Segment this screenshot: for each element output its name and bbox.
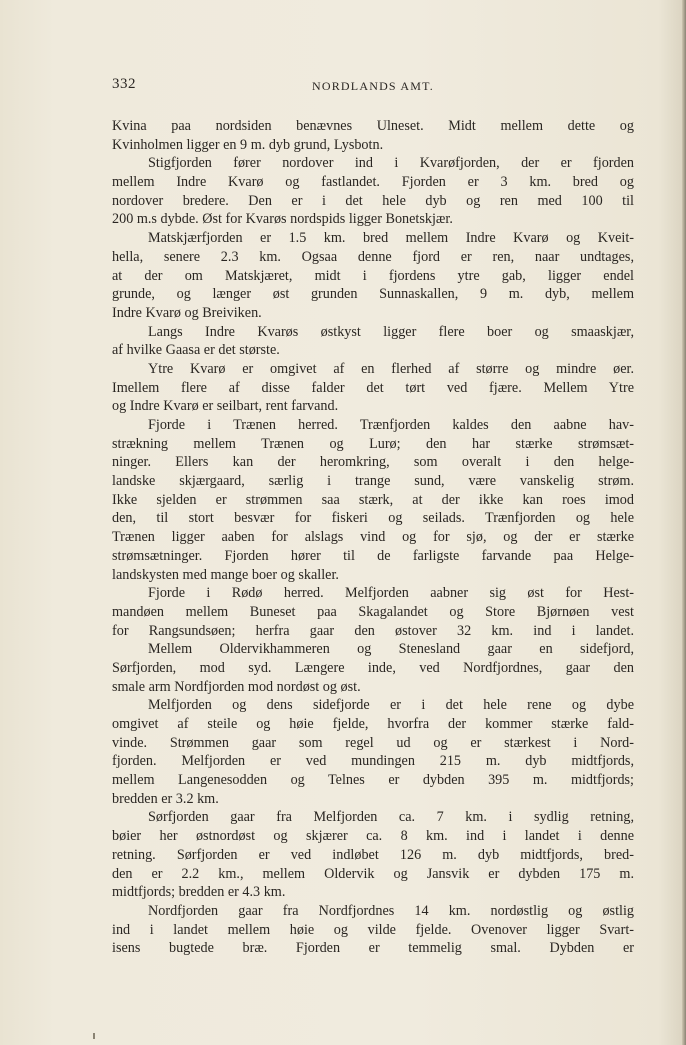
text-line: omgivet af steile og høie fjelde, hvorfra der kommer stærke fald-: [112, 716, 634, 732]
text-line: retning. Sørfjorden er ved indløbet 126 m. dyb midtfjords, bred-: [112, 846, 634, 863]
page-header: [112, 76, 632, 98]
text-line: Imellem flere af disse falder det tørt ved fjære. Mellem Ytre: [112, 379, 634, 396]
text-line: Ytre Kvarø er omgivet af en flerhed af større og mindre øer.: [148, 360, 634, 377]
text-line: af hvilke Gaasa er det største.: [112, 342, 280, 359]
text-line: landske skjærgaard, særlig i trange sund, være vanskelig strøm.: [112, 473, 634, 490]
text-line: smale arm Nordfjorden mod nordøst og øst.: [112, 678, 361, 695]
text-line: Kvina paa nordsiden benævnes Ulneset. Midt mellem dette og: [112, 118, 634, 134]
running-title: NORDLANDS AMT.: [312, 79, 434, 93]
text-line: strømsætninger. Fjorden hører til de farligste farvande paa Helge-: [112, 547, 634, 564]
text-line: grunde, og længer øst grunden Sunnaskallen, 9 m. dyb, mellem: [112, 286, 634, 303]
text-line: Stigfjorden fører nordover ind i Kvarøfjorden, der er fjorden: [148, 155, 634, 172]
text-line: for Rangsundsøen; herfra gaar den østover 32 km. ind i landet.: [112, 622, 634, 639]
page-edge: [682, 0, 686, 1045]
text-line: Langs Indre Kvarøs østkyst ligger flere boer og smaaskjær,: [148, 323, 634, 340]
text-line: mandøen mellem Buneset paa Skagalandet og Store Bjørnøen vest: [112, 603, 634, 620]
text-line: Sørfjorden, mod syd. Længere inde, ved Nordfjordnes, gaar den: [112, 659, 634, 676]
text-line: ind i landet mellem høie og vilde fjelde. Ovenover ligger Svart-: [112, 921, 634, 938]
text-line: ninger. Ellers kan der heromkring, som overalt i den helge-: [112, 454, 634, 471]
text-line: mellem Indre Kvarø og fastlandet. Fjorden er 3 km. bred og: [112, 174, 634, 191]
text-line: isens bugtede bræ. Fjorden er temmelig smal. Dybden er: [112, 940, 634, 957]
text-line: midtfjords; bredden er 4.3 km.: [112, 884, 286, 901]
text-line: den, til stort besvær for fiskeri og seilads. Trænfjorden og hele: [112, 510, 634, 527]
text-line: 200 m.s dybde. Øst for Kvarøs nordspids ligger Bonetskjær.: [112, 211, 453, 228]
text-line: Kvinholmen ligger en 9 m. dyb grund, Lysbotn.: [112, 136, 384, 153]
text-line: Fjorde i Rødø herred. Melfjorden aabner sig øst for Hest-: [148, 585, 634, 602]
text-line: Sørfjorden gaar fra Melfjorden ca. 7 km. i sydlig retning,: [148, 809, 634, 826]
text-line: vinde. Strømmen gaar som regel ud og er stærkest i Nord-: [112, 734, 634, 751]
text-line: bøier her østnordøst og skjærer ca. 8 km. ind i landet i denne: [112, 828, 634, 845]
text-line: landskysten med mange boer og skaller.: [112, 566, 339, 583]
text-line: Nordfjorden gaar fra Nordfjordnes 14 km. nordøstlig og østlig: [148, 902, 634, 919]
text-line: Ikke sjelden er strømmen saa stærk, at der ikke kan roes imod: [112, 491, 634, 508]
text-line: Indre Kvarø og Breiviken.: [112, 304, 262, 321]
text-line: og Indre Kvarø er seilbart, rent farvand.: [112, 398, 339, 415]
text-line: bredden er 3.2 km.: [112, 790, 219, 807]
text-line: Mellem Oldervikhammeren og Stenesland gaar en sidefjord,: [148, 641, 634, 658]
text-line: mellem Langenesodden og Telnes er dybden 395 m. midtfjords;: [112, 772, 634, 789]
text-line: hella, senere 2.3 km. Ogsaa denne fjord er ren, naar undtages,: [112, 248, 634, 265]
text-line: Matskjærfjorden er 1.5 km. bred mellem Indre Kvarø og Kveit-: [148, 230, 634, 247]
body-text: [112, 117, 634, 958]
page-number: 332: [112, 76, 136, 92]
text-line: fjorden. Melfjorden er ved mundingen 215 m. dyb midtfjords,: [112, 753, 634, 770]
text-line: Melfjorden og dens sidefjorde er i det hele rene og dybe: [148, 697, 634, 714]
text-line: at der om Matskjæret, midt i fjordens ytre gab, ligger endel: [112, 267, 634, 284]
text-line: Fjorde i Trænen herred. Trænfjorden kaldes den aabne hav-: [148, 417, 634, 433]
text-line: strækning mellem Trænen og Lurø; den har stærke strømsæt-: [112, 435, 634, 452]
text-line: Trænen ligger aaben for alslags vind og for sjø, og der er stærke: [112, 529, 634, 546]
page-speck: [93, 1033, 95, 1039]
text-line: nordover bredere. Den er i det hele dyb og ren med 100 til: [112, 192, 634, 209]
text-line: den er 2.2 km., mellem Oldervik og Jansvik er dybden 175 m.: [112, 865, 634, 882]
